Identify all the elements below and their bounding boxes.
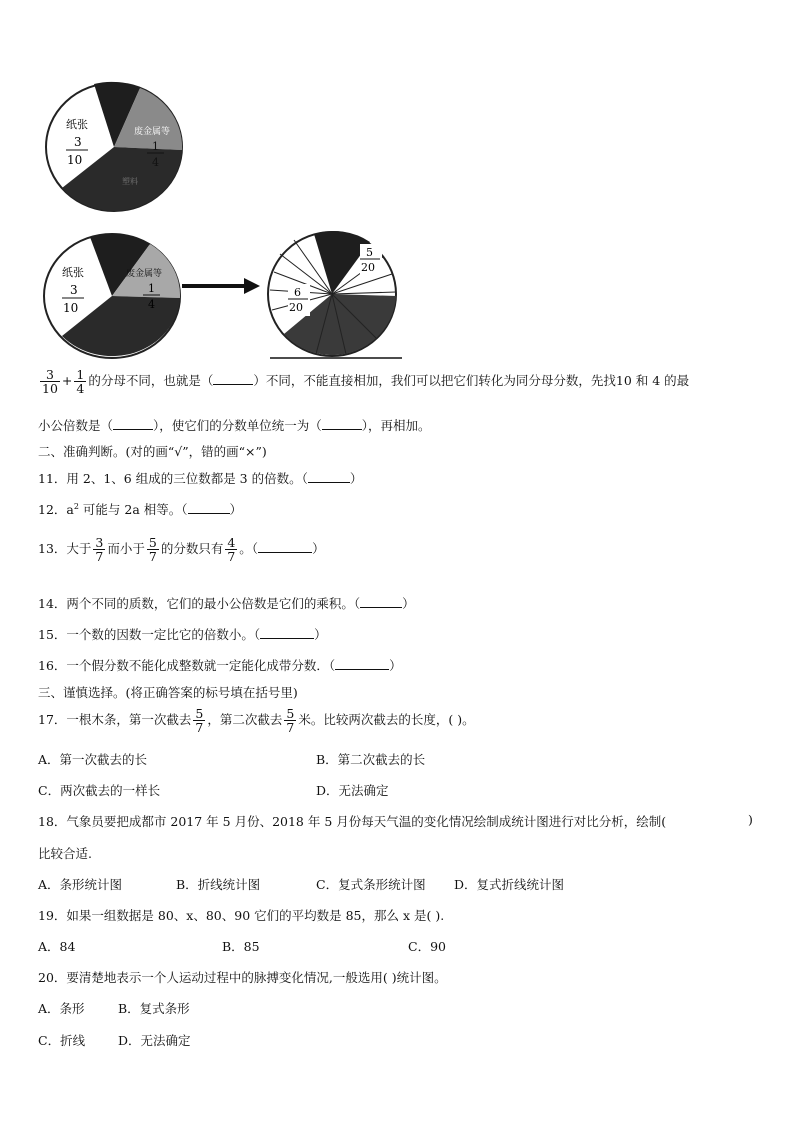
q19-option-a[interactable]: A．84 <box>38 939 76 954</box>
pie2-paper-num: 3 <box>70 283 78 297</box>
section-2-title: 二、准确判断。(对的画“√”，错的画“×”) <box>38 444 267 459</box>
explain-line-1: $\frac{3}{10}$ + $\frac{1}{4}$ 的分母不同，也就是（ ）不同，不能直接相加，我们可以把它们转化为同分母分数，先找10 和 4 的最 <box>42 367 690 397</box>
question-14: 14．两个不同的质数，它们的最小公倍数是它们的乘积。（ ） <box>38 596 415 611</box>
q19-option-b[interactable]: B．85 <box>222 939 260 954</box>
question-12: 12．$a^2$ 可能与 2a 相等。（ ） <box>38 501 243 517</box>
q17-option-b[interactable]: B．第二次截去的长 <box>316 752 426 767</box>
answer-blank[interactable] <box>113 429 153 430</box>
pie3-left-num: 6 <box>294 286 301 299</box>
q20-option-b[interactable]: B．复式条形 <box>118 1001 190 1016</box>
pie1-paper-num: 3 <box>74 135 82 149</box>
answer-blank[interactable] <box>260 638 314 639</box>
q17-option-a[interactable]: A．第一次截去的长 <box>38 752 148 767</box>
pie1-paper-den: 10 <box>67 153 83 167</box>
answer-blank[interactable] <box>360 607 402 608</box>
q18-option-d[interactable]: D．复式折线统计图 <box>454 877 565 892</box>
pie1-paper-label: 纸张 <box>66 118 88 131</box>
question-18: 18．气象员要把成都市 2017 年 5 月份、2018 年 5 月份每天气温的变化情况绘制成统计图进行对比分析，绘制( <box>38 814 667 829</box>
pie1-other-label: 塑料 <box>122 177 138 186</box>
question-16: 16．一个假分数不能化成整数就一定能化成带分数．（ ） <box>38 658 402 673</box>
answer-blank[interactable] <box>213 384 253 385</box>
fraction: $\frac{3}{10}$ <box>42 367 58 397</box>
question-18-cont: 比较合适. <box>38 846 92 861</box>
fraction: $\frac{3}{7}$ <box>95 535 104 565</box>
q20-option-d[interactable]: D．无法确定 <box>118 1033 191 1048</box>
fraction: $\frac{5}{7}$ <box>148 535 157 565</box>
question-17: 17．一根木条，第一次截去 $\frac{5}{7}$ ，第二次截去 $\frac{5}{7}$ 米。比较两次截去的长度，( )。 <box>38 706 475 736</box>
q18-close-paren: ) <box>748 812 753 827</box>
q19-option-c[interactable]: C．90 <box>408 939 446 954</box>
pie2-paper-label: 纸张 <box>62 266 84 279</box>
pie-chart-2 <box>40 232 185 362</box>
pie3-right-num: 5 <box>366 246 373 259</box>
pie1-metal-den: 4 <box>152 156 159 169</box>
q18-option-c[interactable]: C．复式条形统计图 <box>316 877 426 892</box>
answer-blank[interactable] <box>335 669 389 670</box>
explain-line-2: 小公倍数是（ ），使它们的分数单位统一为（ ），再相加。 <box>38 418 431 433</box>
question-19: 19．如果一组数据是 80、x、80、90 它们的平均数是 85，那么 x 是( ). <box>38 908 445 923</box>
answer-blank[interactable] <box>258 552 312 553</box>
pie2-metal-den: 4 <box>148 298 155 311</box>
pie-chart-3 <box>266 230 406 362</box>
fraction: $\frac{5}{7}$ <box>286 706 295 736</box>
section-3-title: 三、谨慎选择。(将正确答案的标号填在括号里) <box>38 685 298 700</box>
pie-chart-1 <box>42 80 187 215</box>
question-15: 15．一个数的因数一定比它的倍数小。（ ） <box>38 627 327 642</box>
q17-option-d[interactable]: D．无法确定 <box>316 783 389 798</box>
pie1-metal-num: 1 <box>152 140 159 153</box>
pie2-paper-den: 10 <box>63 301 79 315</box>
pie3-left-den: 20 <box>289 301 303 314</box>
pie2-metal-label: 废金属等 <box>126 269 163 279</box>
pie3-right-den: 20 <box>361 261 375 274</box>
pie1-metal-label: 废金属等 <box>134 127 171 137</box>
answer-blank[interactable] <box>322 429 362 430</box>
fraction: $\frac{1}{4}$ <box>76 367 85 397</box>
arrow-right-icon <box>180 276 262 296</box>
fraction: $\frac{5}{7}$ <box>195 706 204 736</box>
q18-option-a[interactable]: A．条形统计图 <box>38 877 123 892</box>
answer-blank[interactable] <box>308 482 350 483</box>
question-13: 13．大于 $\frac{3}{7}$ 而小于 $\frac{5}{7}$ 的分数只有 $\frac{4}{7}$ 。（ ） <box>38 535 325 565</box>
q18-option-b[interactable]: B．折线统计图 <box>176 877 261 892</box>
answer-blank[interactable] <box>188 513 230 514</box>
pie2-metal-num: 1 <box>148 282 155 295</box>
question-20: 20．要清楚地表示一个人运动过程中的脉搏变化情况,一般选用( )统计图。 <box>38 970 447 985</box>
fraction: $\frac{4}{7}$ <box>227 535 236 565</box>
q20-option-c[interactable]: C．折线 <box>38 1033 86 1048</box>
q17-option-c[interactable]: C．两次截去的一样长 <box>38 783 161 798</box>
q20-option-a[interactable]: A．条形 <box>38 1001 85 1016</box>
question-11: 11．用 2、1、6 组成的三位数都是 3 的倍数。（ ） <box>38 471 363 486</box>
